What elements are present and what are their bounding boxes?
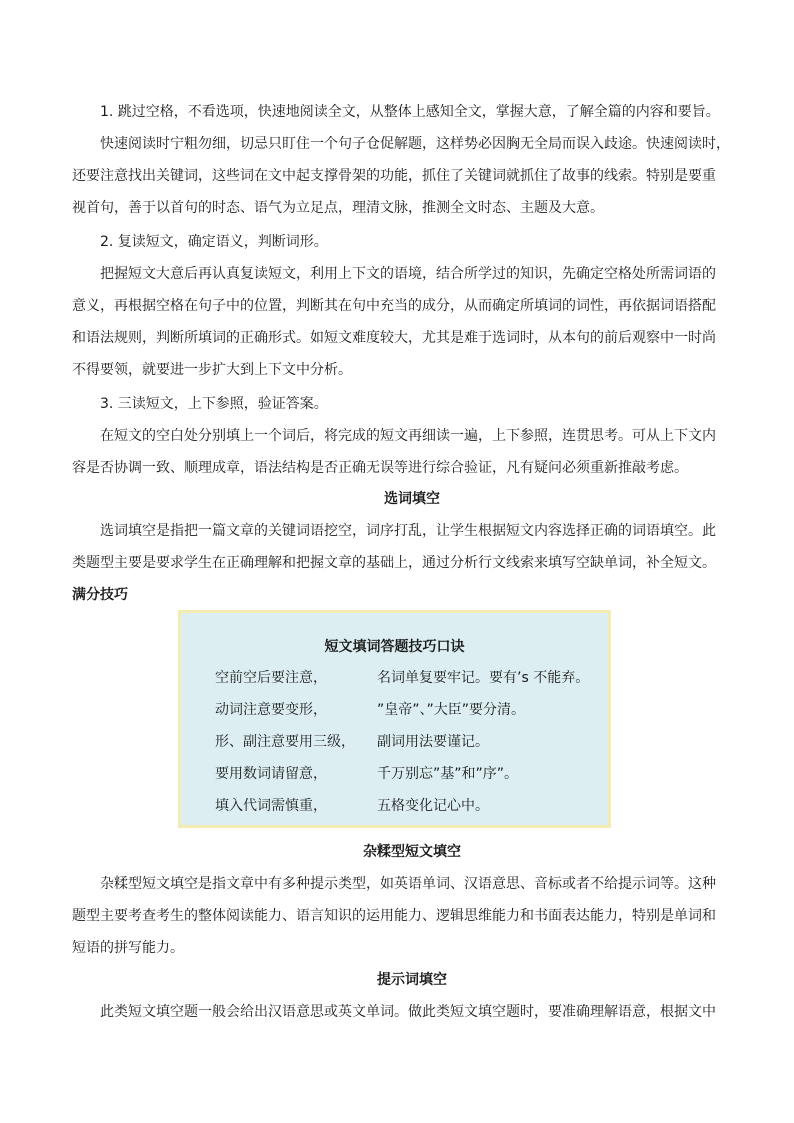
text-line: 视首句，善于以首句的时态、语气为立足点，理清文脉，推测全文时态、主题及大意。 [72,200,604,216]
text-line: 不得要领，就要进一步扩大到上下文中分析。 [72,362,352,378]
text-line: 快速阅读时宁粗勿细，切忌只盯住一个句子仓促解题，这样势必因胸无全局而误入歧途。快速阅读时， [100,136,730,152]
text-line: 短语的拼写能力。 [72,940,184,956]
tip-row-right: 名词单复要牢记。要有’s 不能弃。 [377,670,590,686]
text-line: 题型主要考查考生的整体阅读能力、语言知识的运用能力、逻辑思维能力和书面表达能力，特别是单词和 [72,908,716,924]
tip-row-left: 填入代词需慎重， [215,798,327,814]
step2-heading-line: 2. 复读短文，确定语义，判断词形。 [100,234,328,250]
section-title-xuanci: 选词填空 [384,491,440,507]
manfen-label: 满分技巧 [72,587,128,603]
tip-row-right: 五格变化记心中。 [377,798,489,814]
step1-heading-line: 1. 跳过空格，不看选项，快速地阅读全文，从整体上感知全文，掌握大意，了解全篇的内容和要旨。 [100,104,720,120]
text-line: 选词填空是指把一篇文章的关键词语挖空，词序打乱，让学生根据短文内容选择正确的词语填空。此 [100,523,716,539]
xuanci-paragraph [72,515,732,579]
text-line: 杂糅型短文填空是指文章中有多种提示类型，如英语单词、汉语意思、音标或者不给提示词等。这种 [100,876,716,892]
section-title-zarou: 杂糅型短文填空 [363,844,461,860]
text-line: 把握短文大意后再认真复读短文，利用上下文的语境，结合所学过的知识，先确定空格处所需词语的 [100,266,716,282]
step1-paragraph [72,96,732,224]
text-line: 和语法规则，判断所填词的正确形式。如短文难度较大，尤其是难于选词时，从本句的前后观察中一时尚 [72,330,716,346]
text-line: 还要注意找出关键词，这些词在文中起支撑骨架的功能，抓住了关键词就抓住了故事的线索。特别是要重 [72,168,716,184]
tip-box [178,610,611,828]
tip-row-left: 空前空后要注意， [215,670,327,686]
tip-row-right: 千万别忘”基”和”序”。 [377,766,519,782]
text-line: 此类短文填空题一般会给出汉语意思或英文单词。做此类短文填空题时，要准确理解语意，根据文中 [100,1004,716,1020]
zarou-paragraph [72,868,732,964]
text-line: 容是否协调一致、顺理成章，语法结构是否正确无误等进行综合验证，凡有疑问必须重新推敲考虑。 [72,460,688,476]
tishi-paragraph [72,996,732,1028]
tip-row-right: 副词用法要谨记。 [377,734,489,750]
section-title-tishi: 提示词填空 [377,972,447,988]
text-line: 在短文的空白处分别填上一个词后，将完成的短文再细读一遍，上下参照，连贯思考。可从上下文内 [100,428,716,444]
tip-box-title: 短文填词答题技巧口诀 [324,639,465,655]
tip-row-right: ”皇帝”、”大臣”要分清。 [377,702,526,718]
text-line: 类题型主要是要求学生在正确理解和把握文章的基础上，通过分析行文线索来填写空缺单词，补全短文。 [72,555,716,571]
tip-row-left: 动词注意要变形， [215,702,327,718]
step3-heading-line: 3. 三读短文，上下参照，验证答案。 [100,396,328,412]
text-line: 意义，再根据空格在句子中的位置，判断其在句中充当的成分，从而确定所填词的词性，再依据词语搭配 [72,298,716,314]
step2-paragraph [72,226,732,386]
tip-row-left: 要用数词请留意， [215,766,327,782]
step3-paragraph [72,388,732,484]
tip-row-left: 形、副注意要用三级， [215,734,355,750]
